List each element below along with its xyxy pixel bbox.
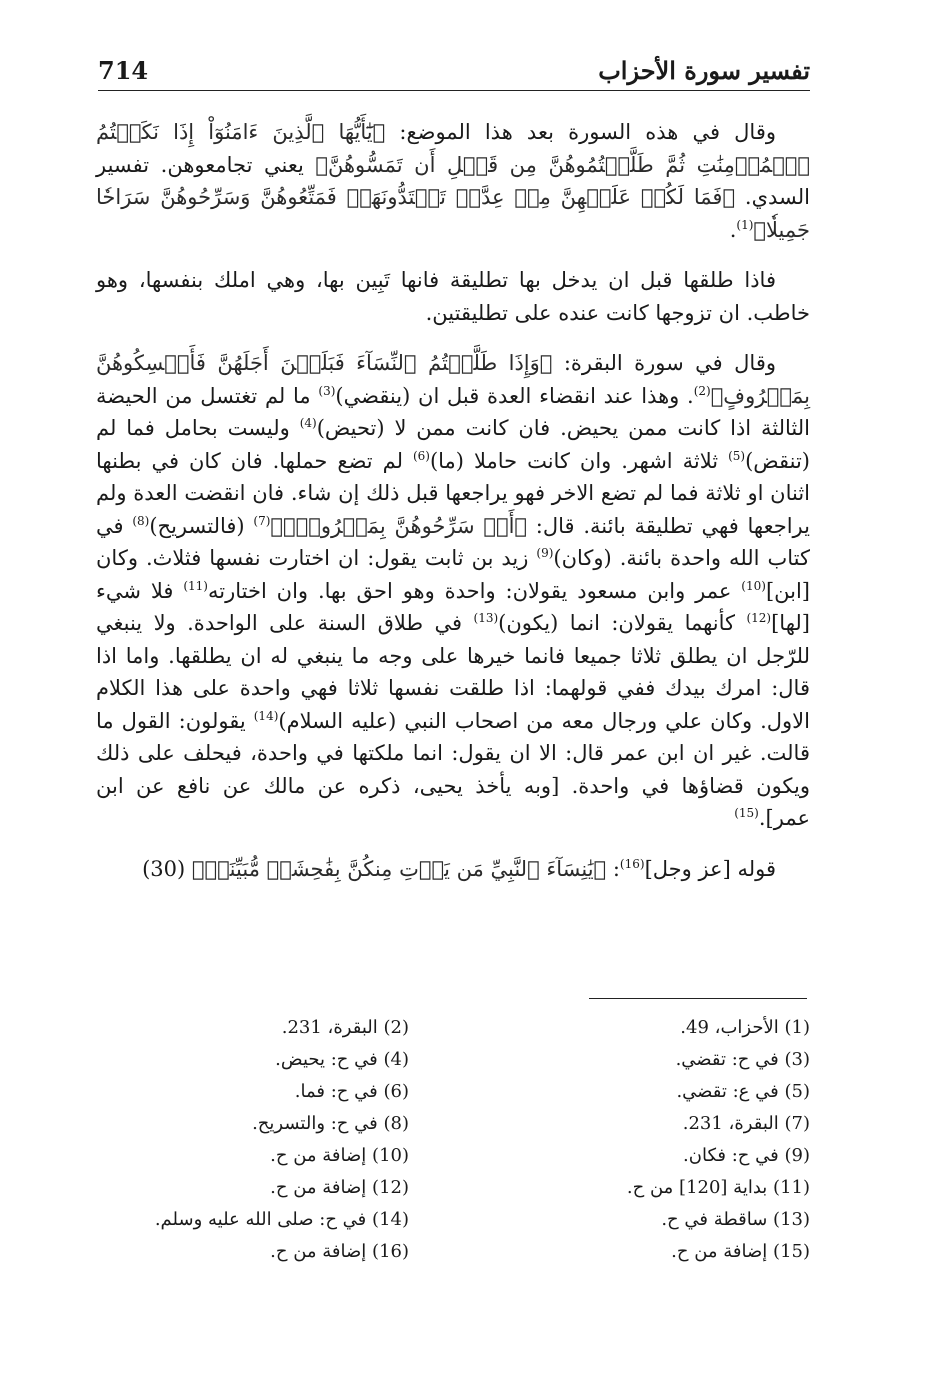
text-run: فلا شيء [لها] <box>96 578 810 635</box>
quran-quote: ﴿وَإِذَا طَلَّقۡتُمُ ٱلنِّسَآءَ فَبَلَغۡنَ أَجَلَهُنَّ فَأَمۡسِكُوهُنَّ بِمَعۡرُوفٍ﴾ <box>96 351 810 408</box>
main-text <box>96 116 810 885</box>
page-number: 714 <box>98 56 149 85</box>
footnote-number: (5) <box>784 1081 810 1102</box>
footnote-text: في ح: صلى الله عليه وسلم. <box>154 1209 367 1230</box>
footnote-text: الأحزاب، 49. <box>680 1017 779 1038</box>
footnote-ref: (2) <box>693 383 711 398</box>
quran-quote: ﴿أَوۡ سَرِّحُوهُنَّ بِمَعۡرُوفٖۚ﴾ <box>270 513 528 538</box>
footnote-text: في ح: تقضي. <box>675 1049 779 1070</box>
footnote-ref: (11) <box>183 578 208 593</box>
text-run: . وهذا عند انقضاء العدة قبل ان (ينقضي) <box>335 383 694 408</box>
footnote-ref: (10) <box>741 578 766 593</box>
footnote-ref: (1) <box>736 217 754 232</box>
quran-quote: ﴿فَمَا لَكُمۡ عَلَيۡهِنَّ مِنۡ عِدَّةٖ تَعۡتَدُّونَهَاۖ فَمَتِّعُوهُنَّ وَسَرِّحُوهُنَّ سَرَاحٗا جَمِيلٗا﴾ <box>96 185 810 242</box>
footnote-text: في ح: فكان. <box>683 1145 779 1166</box>
text-run: يقولون: القول ما قالت. غير ان ابن عمر قال: الا ان يقول: انما ملكتها في واحدة، فيحلف على ذلك ويكون قضاؤها في واحدة. [وبه يأخذ يحيى، ذكره عن مالك عن نافع عن ابن عمر]. <box>96 708 810 830</box>
header-title: تفسير سورة الأحزاب <box>598 56 810 85</box>
footnote-ref: (9) <box>536 546 554 560</box>
footnotes <box>100 1012 810 1268</box>
text-run: : <box>606 856 620 881</box>
footnote-text: إضافة من ح. <box>270 1177 367 1198</box>
footnote-item <box>465 1076 810 1108</box>
text-run: (فالتسريح) <box>149 513 254 538</box>
footnote-text: ساقطة في ح. <box>661 1209 768 1230</box>
quran-quote: ﴿يَٰنِسَآءَ ٱلنَّبِيِّ مَن يَأۡتِ مِنكُنَّ بِفَٰحِشَةٖ مُّبَيِّنَةٖ﴾ <box>191 856 607 881</box>
footnote-ref: (5) <box>728 448 746 463</box>
footnote-text: البقرة، 231. <box>682 1113 779 1134</box>
footnote-number: (1) <box>784 1017 810 1038</box>
footnote-ref: (8) <box>132 513 150 528</box>
quran-quote: ﴿يَٰٓأَيُّهَا ٱلَّذِينَ ءَامَنُوٓاْ إِذَا نَكَحۡتُمُ ٱلۡمُؤۡمِنَٰتِ ثُمَّ طَلَّقۡتُمُوهُنَّ مِن قَبۡلِ أَن تَمَسُّوهُنَّ﴾ <box>96 120 810 177</box>
text-run: عمر وابن مسعود يقولان: واحدة وهو احق بها. وان اختارته <box>207 578 742 603</box>
text-run: . <box>729 217 737 242</box>
text-run: وليست بحامل فما لم (تنقض) <box>96 416 810 473</box>
footnote-separator <box>589 998 807 999</box>
footnote-text: في ع: تقضي. <box>676 1081 779 1102</box>
footnote-number: (16) <box>372 1241 409 1262</box>
text-run: ثلاثة اشهر. وان كانت حاملا (ما) <box>429 448 729 473</box>
running-header <box>98 56 810 91</box>
footnote-ref: (12) <box>746 611 772 625</box>
footnote-number: (4) <box>383 1049 409 1070</box>
footnote-number: (13) <box>773 1209 810 1230</box>
footnote-item <box>100 1108 445 1140</box>
verse-number: (30) <box>142 856 192 881</box>
text-run: لم تضع حملها. فان كان في بطنها اثنان او ثلاثة فما لم تضع الاخر فهو يراجعها قبل ذلك إن شاء. فان انقضت العدة ولم يراجعها فهي تطليقة بائنة. قال: <box>96 448 810 538</box>
footnote-ref: (13) <box>473 611 499 625</box>
footnote-number: (11) <box>773 1177 810 1198</box>
text-run: قوله [عز وجل] <box>644 856 776 881</box>
footnote-item <box>100 1140 445 1172</box>
text-run: وقال في هذه السورة بعد هذا الموضع: <box>385 120 776 144</box>
paragraph-4 <box>96 853 810 886</box>
footnote-item <box>100 1236 445 1268</box>
footnote-text: بداية [120] من ح. <box>626 1177 768 1198</box>
footnote-number: (10) <box>372 1145 409 1166</box>
text-run: في كتاب الله واحدة بائنة. (وكان) <box>96 513 810 570</box>
footnote-text: في ح: والتسريح. <box>252 1113 378 1134</box>
footnote-item <box>465 1044 810 1076</box>
footnote-item <box>100 1044 445 1076</box>
footnote-number: (6) <box>383 1081 409 1102</box>
footnote-item <box>100 1076 445 1108</box>
footnote-text: في ح: فما. <box>294 1081 378 1102</box>
text-run: ما لم تغتسل من الحيضة الثالثة اذا كانت ممن يحيض. فان كانت ممن لا (تحيض) <box>96 383 810 440</box>
footnote-number: (3) <box>784 1049 810 1070</box>
footnote-text: إضافة من ح. <box>270 1241 367 1262</box>
footnote-text: إضافة من ح. <box>270 1145 367 1166</box>
footnote-ref: (15) <box>734 806 759 820</box>
footnote-number: (14) <box>372 1209 409 1230</box>
text-run: كأنهما يقولان: انما (يكون) <box>498 611 747 635</box>
footnote-number: (2) <box>383 1017 409 1038</box>
paragraph-3 <box>96 347 810 835</box>
text-run: زيد بن ثابت يقول: ان اختارت نفسها فثلاث. وكان [ابن] <box>96 546 810 603</box>
footnote-item <box>465 1140 810 1172</box>
footnote-text: البقرة، 231. <box>281 1017 378 1038</box>
footnote-item <box>100 1172 445 1204</box>
footnote-number: (12) <box>372 1177 409 1198</box>
footnote-item <box>465 1108 810 1140</box>
footnote-item <box>465 1172 810 1204</box>
footnote-number: (9) <box>784 1145 810 1166</box>
footnote-ref: (4) <box>299 416 317 430</box>
footnote-item <box>465 1012 810 1044</box>
footnote-ref: (7) <box>253 513 271 528</box>
text-run: فاذا طلقها قبل ان يدخل بها تطليقة فانها تَبِين بها، وهي املك بنفسها، وهو خاطب. ان تزوجها كانت عنده على تطليقتين. <box>96 268 810 325</box>
footnote-number: (8) <box>383 1113 409 1134</box>
footnote-ref: (16) <box>619 856 645 871</box>
paragraph-1 <box>96 116 810 246</box>
footnote-item <box>465 1236 810 1268</box>
text-run: وقال في سورة البقرة: <box>552 351 776 375</box>
footnote-number: (7) <box>784 1113 810 1134</box>
footnote-number: (15) <box>773 1241 810 1262</box>
footnote-text: إضافة من ح. <box>671 1241 768 1262</box>
paragraph-2 <box>96 264 810 329</box>
footnote-ref: (3) <box>318 383 336 398</box>
text-run: في طلاق السنة على الواحدة. ولا ينبغي للرّجل ان يطلق ثلاثا جميعا فانما خيرها على وجه ما ينبغي له ان يطلقها. واما اذا قال: امرك بيدك ففي قولهما: اذا طلقت نفسها ثلاثا فهي واحدة على هذا الكلام الاول. وكان علي ورجال معه من اصحاب النبي (عليه السلام) <box>96 611 810 733</box>
footnote-item <box>100 1012 445 1044</box>
footnote-text: في ح: يحيض. <box>275 1049 378 1070</box>
text-run: يعني تجامعوهن. تفسير السدي. <box>96 152 810 209</box>
footnote-ref: (6) <box>412 448 430 463</box>
footnote-item <box>100 1204 445 1236</box>
footnote-item <box>465 1204 810 1236</box>
footnote-ref: (14) <box>253 708 279 723</box>
